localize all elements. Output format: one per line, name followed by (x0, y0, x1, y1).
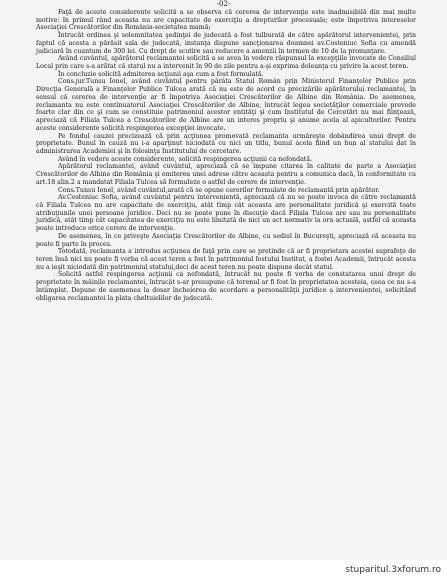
paragraph: De asemenea, în ce priveşte Asociaţia Crescătorilor de Albine, cu sediul în Bucureşti, apreciază că aceasta nu poate fi parte în proces. (36, 232, 416, 248)
paragraph: Apărătorul reclamantei, având cuvântul, apreciază că se impune citarea în calitate de parte a Asociaţiei Crescătorilor de Albine din România şi emiterea unei adrese către aceasta pentru a comunica dacă, în conformitate cu art.18 alin.2 a mandatat Filiala Tulcea să formuleze o astfel de cerere de intervenţie. (36, 163, 416, 186)
paragraph: În concluzie solicită admiterea acţiunii aşa cum a fost formulată. (58, 70, 264, 78)
paragraph: Totodată, reclamanta a introdus acţiunea de faţă prin care se pretinde că ar fi proprietara acestei suprafeţe de teren însă nici nu poate fi vorba că acest teren a fost în patrimoniul fostului Institut, a fostei Academii, întrucât acesta nu a ieşit niciodată din patrimoniul statului,deci de acest teren nu poate dispune decât statul. (36, 248, 416, 271)
paragraph: Cons.jur.Tunsu Ionel, având cuvântul pentru pârâta Statul Român prin Ministerul Finanţelor Publice prin Direcţia Generală a Finanţelor Publice Tulcea arată că nu este de acord cu precizările apărătorului reclamantei, în sensul că cererea de intervenţie ar fi împotriva Asociaţiei Crescătorilor de Albine din România. De asemenea, reclamanta nu este continuatorul Asociaţiei Crescătorilor de Albine, întrucât legea societăţilor comerciale prevede foarte clar din ce şi cum se constituie patrimoniul acestor entităţi şi cum Institutul de Cercetări nu mai fiinţează, apreciază că Filiala Tulcea a Crescătorilor de Albine are un interes propriu şi anume acela al apicultorilor. Pentru aceste considerente solicită respingerea excepţiei invocate. (36, 78, 416, 132)
paragraph: Pe fondul cauzei precizează că prin acţiunea promovată reclamanta urmăreşte dobândirea unui drept de proprietate. Bunul în cauză nu i-a aparţinut niciodată cu nici un titlu, bunul acela fiind un bun al statului dat în administrarea Academiei şi în folosinţa Institutului de cercetare. (36, 132, 416, 155)
paragraph: Av.Costeniuc Sofia, având cuvântul pentru intervenientă, apreciază că nu se poate invoca de către reclamantă că Filiala Tulcea nu are capacitate de exerciţiu, atât timp cât aceasta are personalitate juridică şi exercită toate atribuţiunile unei persoane juridice. Deci nu se poate pune în discuţie dacă Filiala Tulcea are sau nu personalitate juridică, atât timp cât capacitatea de exerciţiu nu este limitată de nici un act normativ la ora actuală, astfel că aceasta poate introduce orice cerere de intervenţie. (36, 194, 416, 233)
paragraph: Faţă de aceste considerente solicită a se observa că cererea de intervenţie este inadmisibilă din mai multe motive: în primul rând aceasta nu are capacitate de exerciţiu a drepturilor procesuale; este împotriva intereselor Asociaţiei Crescătorilor din România-societatea mamă; (36, 9, 416, 32)
page-number: -02- (216, 0, 231, 8)
paragraph: Întrucât ordinea şi solemnitatea şedinţei de judecată a fost tulburată de către apărătorul intervenientei, prin faptul că acesta a părăsit sala de judecată, instanţa dispune sancţionarea doamnei av.Costeniuc Sofia cu amendă judiciară în cuantum de 300 lei. Cu drept de scutire sau reducere a amenzii în termen de 10 de la pronunţare. (36, 32, 416, 55)
footer-strip (0, 560, 447, 580)
site-watermark: stuparitul.3xforum.ro (345, 565, 441, 575)
paragraph: Solicită astfel respingerea acţiunii ca nefondată, întrucât nu poate fi vorba de constatarea unui drept de proprietate în mâinile reclamantei, întrucât s-ar presupune că terenul ar fi fost în proprietatea acesteia, ceea ce nu s-a întâmplat. Depune de asemenea la dosar încheierea de acordare a personalităţii juridice a intervenientei, solicitând obligarea reclamantei la plata cheltuielilor de judecată. (36, 271, 416, 302)
paragraph: Având în vedere aceste considerente, solicită respingerea acţiunii ca nefondată. (58, 155, 313, 163)
document-body (36, 9, 416, 302)
paragraph: Cons.Tunsu Ionel, având cuvântul,arată că se opune cererilor formulate de reclamantă prin apărător. (58, 186, 380, 194)
paragraph: Având cuvântul, apărătorul reclamantei solicită a se avea în vedere răspunsul la excepţiile invocate de Consiliul Local prin care s-a arătat că statul nu a intervenit în 90 de zile pentru a-şi exprima doleanţa cu privire la acest teren. (36, 55, 416, 71)
